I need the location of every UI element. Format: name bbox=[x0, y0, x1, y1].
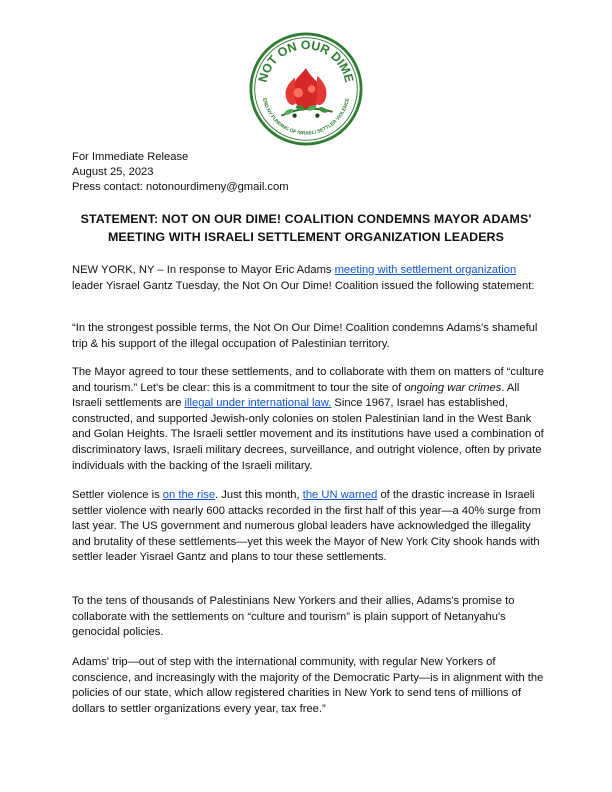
headline-line-2: MEETING WITH ISRAELI SETTLEMENT ORGANIZATION LEADERS bbox=[108, 230, 504, 244]
link-on-the-rise[interactable]: on the rise bbox=[162, 489, 216, 501]
violence-text-c: of the drastic increase in Israeli settler violence with nearly 600 attacks recorded in the first half of this year—a 40% surge from last year. The US government and numerous global leaders have acknowledged the illegality and brutality of these settlements—yet this week the Mayor of New York City shook hands with settler leader Yisrael Gantz and plans to tour these settlements. bbox=[72, 489, 541, 564]
headline-line-1: STATEMENT: NOT ON OUR DIME! COALITION CONDEMNS MAYOR ADAMS' bbox=[80, 212, 532, 226]
paragraph-condemnation: “In the strongest possible terms, the Not On Our Dime! Coalition condemns Adams's shameful trip & his support of the illegal occupation of Palestinian territory. bbox=[72, 322, 538, 350]
headline bbox=[66, 210, 546, 246]
tour-text-b: . All Israeli settlements are bbox=[72, 381, 520, 410]
logo-top-text: NOT ON OUR DIME bbox=[255, 38, 357, 84]
paragraph-new-yorkers: To the tens of thousands of Palestinians New Yorkers and their allies, Adams's promise to collaborate with the settlements on “culture and tourism” is plain support of Netanyahu's genocidal policies. bbox=[72, 595, 515, 639]
intro-text-a: NEW YORK, NY – In response to Mayor Eric Adams bbox=[72, 264, 335, 276]
release-date: August 25, 2023 bbox=[72, 166, 154, 178]
link-illegal-international-law[interactable]: illegal under international law. bbox=[184, 397, 332, 410]
link-settlement-meeting[interactable]: meeting with settlement organization bbox=[334, 264, 517, 276]
press-contact: Press contact: notonourdimeny@gmail.com bbox=[72, 181, 289, 193]
release-info bbox=[72, 150, 289, 195]
paragraph-conclusion: Adams' trip—out of step with the international community, with regular New Yorkers of conscience, and increasingly with the majority of the Democratic Party—is in alignment with the policies of our state, which allow registered charities in New York to send tens of millions of dollars to settler organizations every year, tax free.” bbox=[72, 656, 544, 715]
war-crimes-emphasis: ongoing war crimes bbox=[404, 381, 502, 394]
paragraph-settler-violence bbox=[72, 488, 548, 566]
intro-text-b: leader Yisrael Gantz Tuesday, the Not On Our Dime! Coalition issued the following statement: bbox=[72, 279, 535, 292]
tour-text-a: The Mayor agreed to tour these settlements, and to collaborate with them on matters of “culture and tourism.” Let's be clear: this is a commitment to tour the site of bbox=[72, 366, 544, 394]
tour-text-c: Since 1967, Israel has established, constructed, and supported Jewish-only colonies on stolen Palestinian land in the West Bank and Golan Heights. The Israeli settler movement and its institutions have used a combination of discriminatory laws, Israeli military decrees, surveillance, and outright violence, often by private individuals with the backing of the Israeli military. bbox=[72, 397, 544, 472]
logo-bottom-text: END NY FUNDING OF ISRAELI SETTLER VIOLENCE bbox=[260, 97, 352, 137]
paragraph-intro bbox=[72, 263, 548, 294]
violence-text-b: . Just this month, bbox=[215, 489, 303, 501]
release-label: For Immediate Release bbox=[72, 151, 189, 163]
not-on-our-dime-logo bbox=[249, 32, 363, 146]
paragraph-tour bbox=[72, 365, 548, 474]
link-un-warned[interactable]: the UN warned bbox=[302, 489, 378, 501]
violence-text-a: Settler violence is bbox=[72, 489, 163, 501]
